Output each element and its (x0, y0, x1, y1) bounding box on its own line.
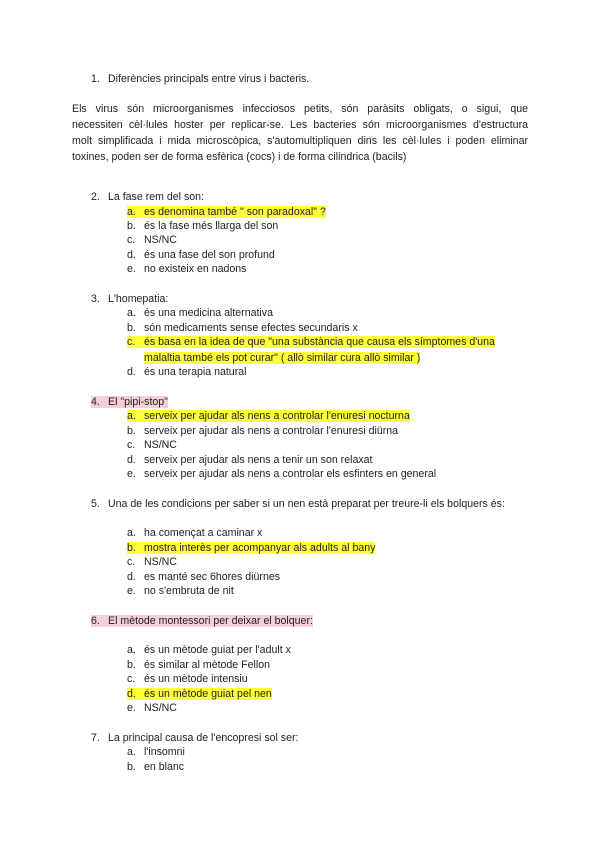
paragraph-line: toxines, poden ser de forma esfèrica (cocs) i de forma cilindrica (bacils) (72, 151, 407, 163)
paragraph-line: necessiten cèl·lules hoster per replicar-se. Les bacteries són microorganismes d'estructura (72, 119, 528, 131)
option-7b: b. en blanc (127, 761, 185, 773)
option-2a: a. es denomina també " son paradoxal" ? (127, 206, 326, 218)
option-5a: a. ha començat a caminar x (127, 527, 263, 539)
question-5-text: Una de les condicions per saber si un nen està preparat per treure-li els bolquers és: (108, 498, 505, 510)
heading-1-text: Diferències principals entre virus i bacteris. (108, 73, 310, 85)
option-6a: a. és un mètode guiat per l'adult x (127, 644, 291, 656)
option-4e: e. serveix per ajudar als nens a controlar els esfinters en general (127, 468, 437, 480)
option-4b: b. serveix per ajudar als nens a controlar l'enuresi diürna (127, 425, 399, 437)
option-6d: d. és un mètode guiat pel nen (127, 688, 272, 700)
option-4c: c. NS/NC (127, 439, 177, 451)
answer-paragraph (72, 101, 528, 165)
question-7: 7. La principal causa de l'encopresi sol ser: (91, 732, 299, 744)
option-2d: d. és una fase del son profund (127, 249, 275, 261)
question-3-text: L'homepatia: (108, 293, 169, 305)
option-3a: a. és una medicina alternativa (127, 307, 273, 319)
question-6: 6. El mètode montessori per deixar el bolquer: (91, 615, 313, 627)
question-2-text: La fase rem del son: (108, 191, 204, 203)
question-2: 2. La fase rem del son: (91, 191, 204, 203)
option-3b: b. són medicaments sense efectes secundaris x (127, 322, 358, 334)
question-4: 4. El "pipi-stop" (91, 396, 168, 408)
question-3: 3. L'homepatia: (91, 293, 169, 305)
paragraph-line: Els virus són microorganismes infecciosos petits, són paràsits obligats, o sigui, que (72, 103, 528, 115)
option-6e: e. NS/NC (127, 702, 177, 714)
question-5: 5. Una de les condicions per saber si un nen està preparat per treure-li els bolquers és: (91, 498, 505, 510)
option-5d: d. es manté sec 6hores diürnes (127, 571, 281, 583)
heading-1: 1. Diferències principals entre virus i bacteris. (91, 73, 310, 85)
question-4-text: El "pipi-stop" (108, 396, 168, 408)
option-3c: c. és basa en la idea de que "una substància que causa els símptomes d'una malaltia també els pot curar" ( allò similar cura allò similar ) (127, 336, 495, 364)
option-4d: d. serveix per ajudar als nens a tenir un son relaxat (127, 454, 373, 466)
option-5c: c. NS/NC (127, 556, 177, 568)
option-2b: b. és la fase més llarga del son (127, 220, 279, 232)
option-5e: e. no s'embruta de nit (127, 585, 234, 597)
option-7a: a. l'insomni (127, 746, 185, 758)
option-2c: c. NS/NC (127, 234, 177, 246)
paragraph-line: molt simplificada i mida microscòpica, s'automultipliquen dins les cèl·lules i poden eliminar (72, 135, 528, 147)
option-4a: a. serveix per ajudar als nens a controlar l'enuresi nocturna (127, 410, 410, 422)
option-6c: c. és un mètode intensiu (127, 673, 248, 685)
question-7-text: La principal causa de l'encopresi sol ser: (108, 732, 299, 744)
option-6b: b. és similar al mètode Fellon (127, 659, 270, 671)
option-2e: e. no existeix en nadons (127, 263, 247, 275)
question-6-text: El mètode montessori per deixar el bolquer: (108, 615, 313, 627)
option-3d: d. és una terapia natural (127, 366, 247, 378)
option-5b: b. mostra interès per acompanyar als adults al bany (127, 542, 376, 554)
